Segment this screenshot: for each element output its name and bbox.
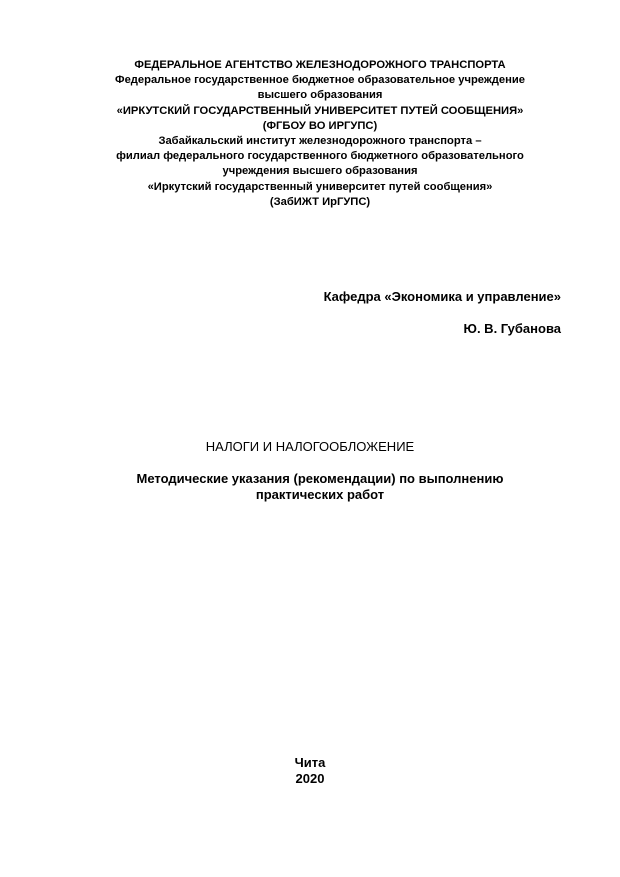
header-line: учреждения высшего образования [222, 165, 418, 178]
header-line: филиал федерального государственного бюджетного образовательного [116, 150, 524, 163]
author-name: Ю. В. Губанова [463, 321, 561, 336]
document-title: НАЛОГИ И НАЛОГООБЛОЖЕНИЕ [205, 439, 415, 454]
header-line: (ЗабИЖТ ИрГУПС) [269, 195, 371, 208]
header-line: «ИРКУТСКИЙ ГОСУДАРСТВЕННЫЙ УНИВЕРСИТЕТ ПУТЕЙ СООБЩЕНИЯ» [116, 104, 524, 117]
header-line: Федеральное государственное бюджетное образовательное учреждение [115, 74, 525, 87]
header-line: Забайкальский институт железнодорожного транспорта – [158, 135, 482, 148]
subtitle-line: Методические указания (рекомендации) по выполнению [136, 471, 504, 486]
institution-header [40, 58, 600, 210]
document-subtitle [40, 471, 600, 503]
department-name: Кафедра «Экономика и управление» [323, 289, 561, 304]
header-line: «Иркутский государственный университет путей сообщения» [147, 180, 493, 193]
publication-footer [0, 755, 620, 787]
publication-city: Чита [294, 755, 326, 770]
publication-year: 2020 [295, 771, 325, 786]
header-line: (ФГБОУ ВО ИРГУПС) [262, 119, 378, 132]
header-line: высшего образования [257, 89, 383, 102]
header-line: ФЕДЕРАЛЬНОЕ АГЕНТСТВО ЖЕЛЕЗНОДОРОЖНОГО ТРАНСПОРТА [134, 59, 506, 71]
subtitle-line: практических работ [255, 487, 385, 502]
